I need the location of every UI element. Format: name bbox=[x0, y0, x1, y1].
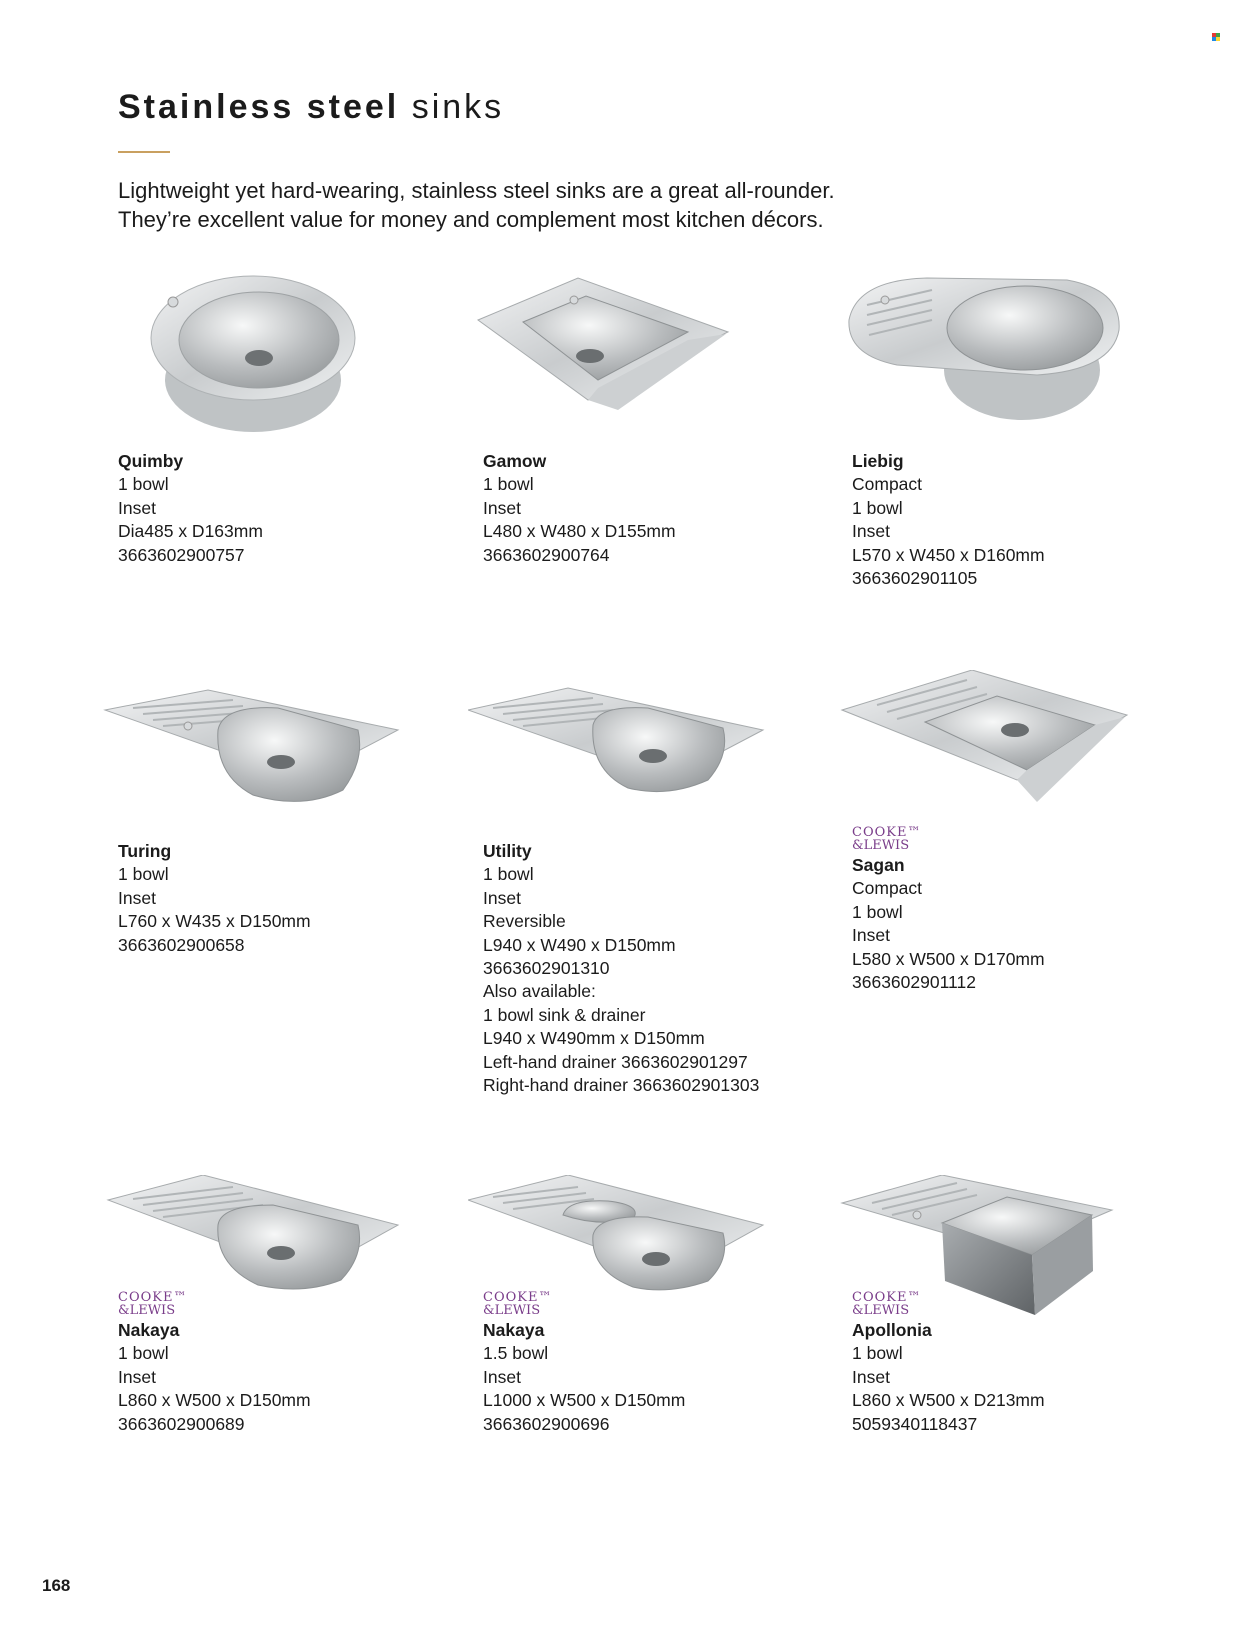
product-code: 3663602900757 bbox=[118, 544, 245, 565]
product-name: Utility bbox=[483, 841, 532, 861]
product-spec: Inset bbox=[118, 1366, 156, 1387]
product-spec: Also available: bbox=[483, 981, 596, 1002]
page-title bbox=[118, 88, 504, 127]
product-code: 3663602901112 bbox=[852, 972, 976, 993]
page-title-bold: Stainless steel bbox=[118, 88, 400, 126]
brand-line-2: &LEWIS bbox=[852, 1303, 910, 1318]
brand-line-2: &LEWIS bbox=[118, 1303, 176, 1318]
brand-line-2: &LEWIS bbox=[483, 1303, 541, 1318]
product-spec: Inset bbox=[483, 1366, 521, 1387]
brand-mark: ™ bbox=[538, 1290, 553, 1305]
round-drainer-sink-image bbox=[837, 260, 1137, 450]
product-code: 3663602900696 bbox=[483, 1413, 610, 1434]
product-spec: L570 x W450 x D160mm bbox=[852, 544, 1045, 565]
product-spec: Compact bbox=[852, 878, 923, 899]
product-spec: Left-hand drainer 3663602901297 bbox=[483, 1051, 748, 1072]
product-name: Sagan bbox=[852, 855, 905, 875]
product-code: 3663602901105 bbox=[852, 568, 978, 589]
product-spec: Inset bbox=[118, 887, 156, 908]
product-spec: Dia485 x D163mm bbox=[118, 521, 263, 542]
product-spec: L860 x W500 x D150mm bbox=[118, 1390, 311, 1411]
brand-mark: ™ bbox=[907, 825, 922, 840]
product-code: 3663602900764 bbox=[483, 544, 610, 565]
title-accent-rule bbox=[118, 151, 170, 153]
sink-drainer-image bbox=[468, 670, 768, 860]
product-code: 3663602901310 bbox=[483, 958, 610, 979]
product-code: 3663602900689 bbox=[118, 1413, 245, 1434]
brand-line-1: COOKE bbox=[852, 825, 908, 840]
product-spec: L760 x W435 x D150mm bbox=[118, 911, 311, 932]
brand-line-2: &LEWIS bbox=[852, 838, 910, 853]
product-name: Nakaya bbox=[483, 1320, 545, 1340]
product-spec: 1 bowl bbox=[852, 1343, 903, 1364]
brand-line-1: COOKE bbox=[118, 1290, 174, 1305]
brand-line-1: COOKE bbox=[483, 1290, 539, 1305]
brand-line-1: COOKE bbox=[852, 1290, 908, 1305]
product-spec: Reversible bbox=[483, 911, 566, 932]
intro-line-2: They’re excellent value for money and complement most kitchen décors. bbox=[118, 207, 824, 232]
product-spec: L940 x W490 x D150mm bbox=[483, 934, 676, 955]
product-spec: 1 bowl bbox=[483, 864, 534, 885]
cooke-lewis-logo bbox=[118, 1291, 311, 1317]
product-spec: 1 bowl bbox=[483, 474, 534, 495]
intro-text bbox=[118, 176, 1018, 234]
sink-drainer-image bbox=[103, 670, 403, 860]
product-spec: Inset bbox=[852, 521, 890, 542]
product-spec: Compact bbox=[852, 474, 923, 495]
product-spec: Inset bbox=[483, 497, 521, 518]
product-name: Apollonia bbox=[852, 1320, 932, 1340]
product-spec: 1 bowl bbox=[118, 864, 169, 885]
product-spec: Inset bbox=[483, 887, 521, 908]
page-title-rest: sinks bbox=[411, 88, 505, 126]
cooke-lewis-logo bbox=[483, 1291, 685, 1317]
product-name: Gamow bbox=[483, 451, 547, 471]
corner-color-mark bbox=[1212, 33, 1220, 41]
product-spec: 1.5 bowl bbox=[483, 1343, 549, 1364]
round-sink-image bbox=[103, 260, 403, 450]
product-spec: 1 bowl bbox=[852, 901, 903, 922]
product-spec: Inset bbox=[852, 925, 890, 946]
product-spec: 1 bowl bbox=[852, 497, 903, 518]
cooke-lewis-logo bbox=[852, 1291, 1045, 1317]
product-spec: Right-hand drainer 3663602901303 bbox=[483, 1075, 760, 1096]
product-spec: 1 bowl sink & drainer bbox=[483, 1004, 646, 1025]
product-name: Nakaya bbox=[118, 1320, 180, 1340]
product-name: Turing bbox=[118, 841, 172, 861]
product-spec: 1 bowl bbox=[118, 474, 169, 495]
product-spec: L860 x W500 x D213mm bbox=[852, 1390, 1045, 1411]
square-sink-image bbox=[468, 260, 768, 450]
product-name: Quimby bbox=[118, 451, 184, 471]
product-name: Liebig bbox=[852, 451, 904, 471]
product-spec: Inset bbox=[852, 1366, 890, 1387]
brand-mark: ™ bbox=[173, 1290, 188, 1305]
product-spec: L480 x W480 x D155mm bbox=[483, 521, 676, 542]
cooke-lewis-logo bbox=[852, 826, 1045, 852]
product-spec: L940 x W490mm x D150mm bbox=[483, 1028, 705, 1049]
brand-mark: ™ bbox=[907, 1290, 922, 1305]
product-spec: 1 bowl bbox=[118, 1343, 169, 1364]
intro-line-1: Lightweight yet hard-wearing, stainless steel sinks are a great all-rounder. bbox=[118, 178, 835, 203]
product-spec: L1000 x W500 x D150mm bbox=[483, 1390, 686, 1411]
product-code: 5059340118437 bbox=[852, 1413, 978, 1434]
product-code: 3663602900658 bbox=[118, 934, 245, 955]
product-spec: Inset bbox=[118, 497, 156, 518]
page-number: 168 bbox=[42, 1576, 71, 1595]
product-spec: L580 x W500 x D170mm bbox=[852, 948, 1045, 969]
